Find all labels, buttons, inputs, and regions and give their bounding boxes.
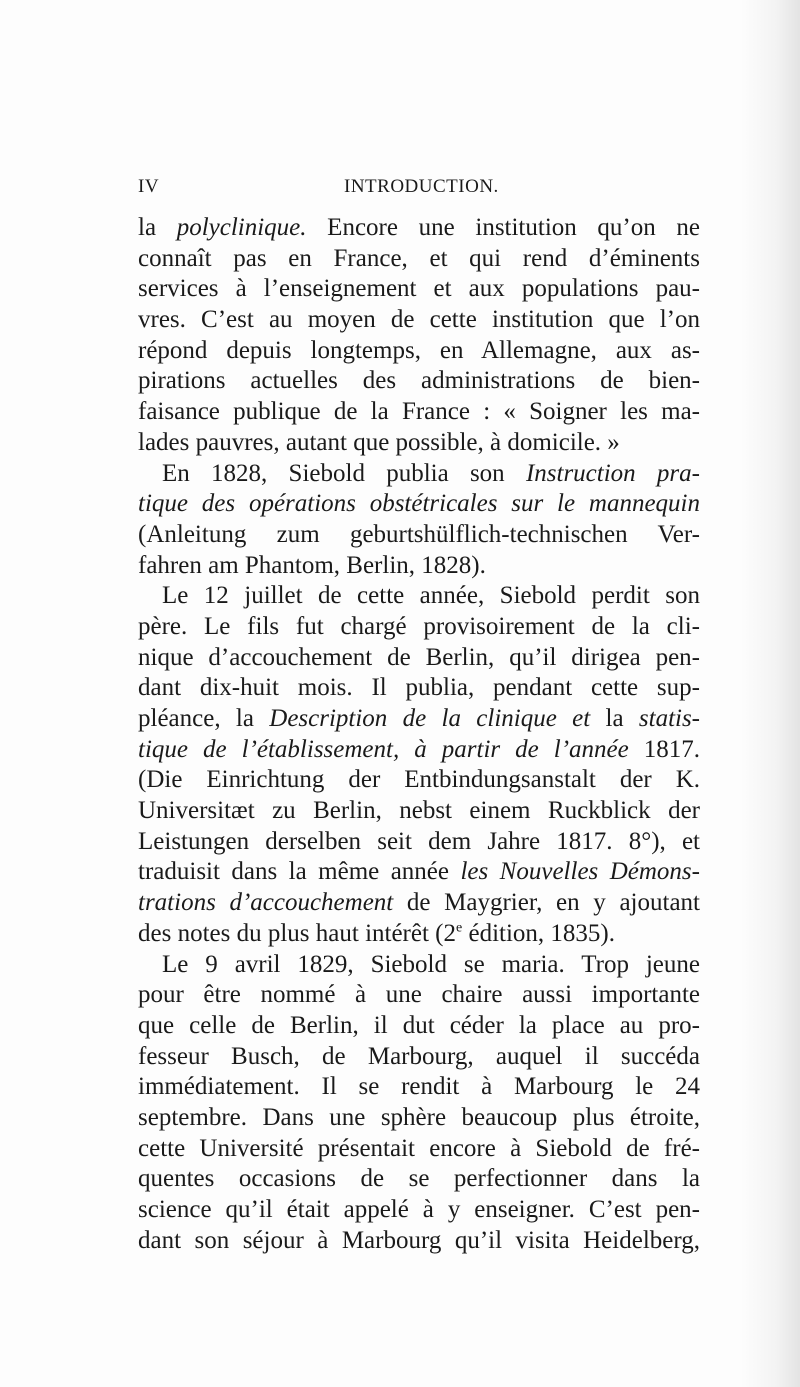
text-segment: (Die Einrichtung der Entbindungsanstalt der K. [138,766,700,794]
text-line [138,581,700,612]
text-line [138,336,700,367]
text-segment: pour être nommé à une chaire aussi importante [138,981,700,1009]
text-line [138,428,700,459]
superscript-text: e [456,920,463,936]
text-segment: 1817. [628,735,700,763]
text-line [138,397,700,428]
page-header [138,176,698,206]
page-number: IV [138,176,160,197]
text-segment: cette Université présentait encore à Siebold de fré- [138,1134,700,1162]
text-line [138,704,700,735]
text-segment: répond depuis longtemps, en Allemagne, aux as- [138,336,700,364]
text-segment: la [138,214,177,241]
text-line [138,1042,700,1073]
text-line [138,1072,700,1103]
text-segment: fesseur Busch, de Marbourg, auquel il succéda [138,1042,700,1070]
text-line [138,305,700,336]
text-segment: que celle de Berlin, il dut céder la place au pro- [138,1011,700,1039]
text-line [138,1134,700,1165]
text-line [138,919,700,950]
running-title: INTRODUCTION. [344,176,499,197]
page-edge-shadow [740,0,800,1387]
text-segment: Le 9 avril 1829, Siebold se maria. Trop jeune [162,950,700,978]
text-segment: la [590,705,639,732]
text-line [138,643,700,674]
text-line [138,551,700,582]
text-segment: dant dix-huit mois. Il publia, pendant cette sup- [138,674,700,702]
text-line [138,489,700,520]
italic-text: les Nouvelles Démons- [460,858,700,886]
italic-text: tique de l’établissement, à partir de l’année [138,735,629,763]
text-line [138,1226,700,1257]
text-segment: nique d’accouchement de Berlin, qu’il dirigea pen- [138,643,700,671]
text-segment: septembre. Dans une sphère beaucoup plus étroite, [138,1103,700,1131]
text-line [138,857,700,888]
text-segment: de Maygrier, en y ajoutant [393,889,700,917]
italic-text: statis- [638,705,701,732]
text-segment: édition, 1835). [462,919,615,947]
text-segment: fahren am Phantom, Berlin, 1828). [138,551,486,579]
italic-text: polyclinique. [176,214,307,241]
text-segment: des notes du plus haut intérêt (2 [138,919,456,947]
text-segment: Le 12 juillet de cette année, Siebold perdit son [162,582,700,610]
italic-text: trations d’accouchement [138,889,394,917]
text-segment: Leistungen derselben seit dem Jahre 1817. 8°), et [138,827,700,855]
text-line [138,980,700,1011]
text-line [138,213,700,244]
text-segment: lades pauvres, autant que possible, à domicile. » [138,428,620,456]
text-segment: immédiatement. Il se rendit à Marbourg le 24 [138,1073,700,1101]
text-line [138,366,700,397]
text-line [138,765,700,796]
text-segment: Universitæt zu Berlin, nebst einem Ruckblick der [138,797,700,825]
text-line [138,950,700,981]
text-segment: Encore une institution qu’on ne [306,214,700,241]
text-line [138,244,700,275]
italic-text: tique des opérations obstétricales sur le mannequin [138,490,700,518]
text-line [138,1011,700,1042]
text-line [138,1103,700,1134]
text-line [138,520,700,551]
text-segment: père. Le fils fut chargé provisoirement de la cli- [138,612,700,640]
text-segment: science qu’il était appelé à y enseigner. C’est pen- [138,1196,700,1223]
text-segment: services à l’enseignement et aux populations pau- [138,275,700,303]
text-line [138,459,700,490]
text-segment: En 1828, Siebold publia son [162,459,526,487]
italic-text: Instruction pra- [525,459,700,487]
text-line [138,888,700,919]
text-segment: pléance, la [138,705,270,732]
text-segment: faisance publique de la France : « Soigner les ma- [138,398,700,426]
text-segment: connaît pas en France, et qui rend d’éminents [138,244,700,272]
text-line [138,1195,700,1226]
text-segment: vres. C’est au moyen de cette institution que l’on [138,306,700,334]
body-text [138,213,700,1256]
text-segment: quentes occasions de se perfectionner dans la [138,1165,700,1193]
text-line [138,827,700,858]
text-line [138,612,700,643]
text-line [138,796,700,827]
text-segment: pirations actuelles des administrations de bien- [138,367,700,395]
text-line [138,735,700,766]
italic-text: Description de la clinique et [269,705,591,732]
text-segment: dant son séjour à Marbourg qu’il visita Heidelberg, [138,1226,700,1254]
text-segment: traduisit dans la même année [138,858,461,886]
text-line [138,274,700,305]
text-segment: (Anleitung zum geburtshülflich-technischen Ver- [138,520,700,548]
text-line [138,1164,700,1195]
text-line [138,673,700,704]
